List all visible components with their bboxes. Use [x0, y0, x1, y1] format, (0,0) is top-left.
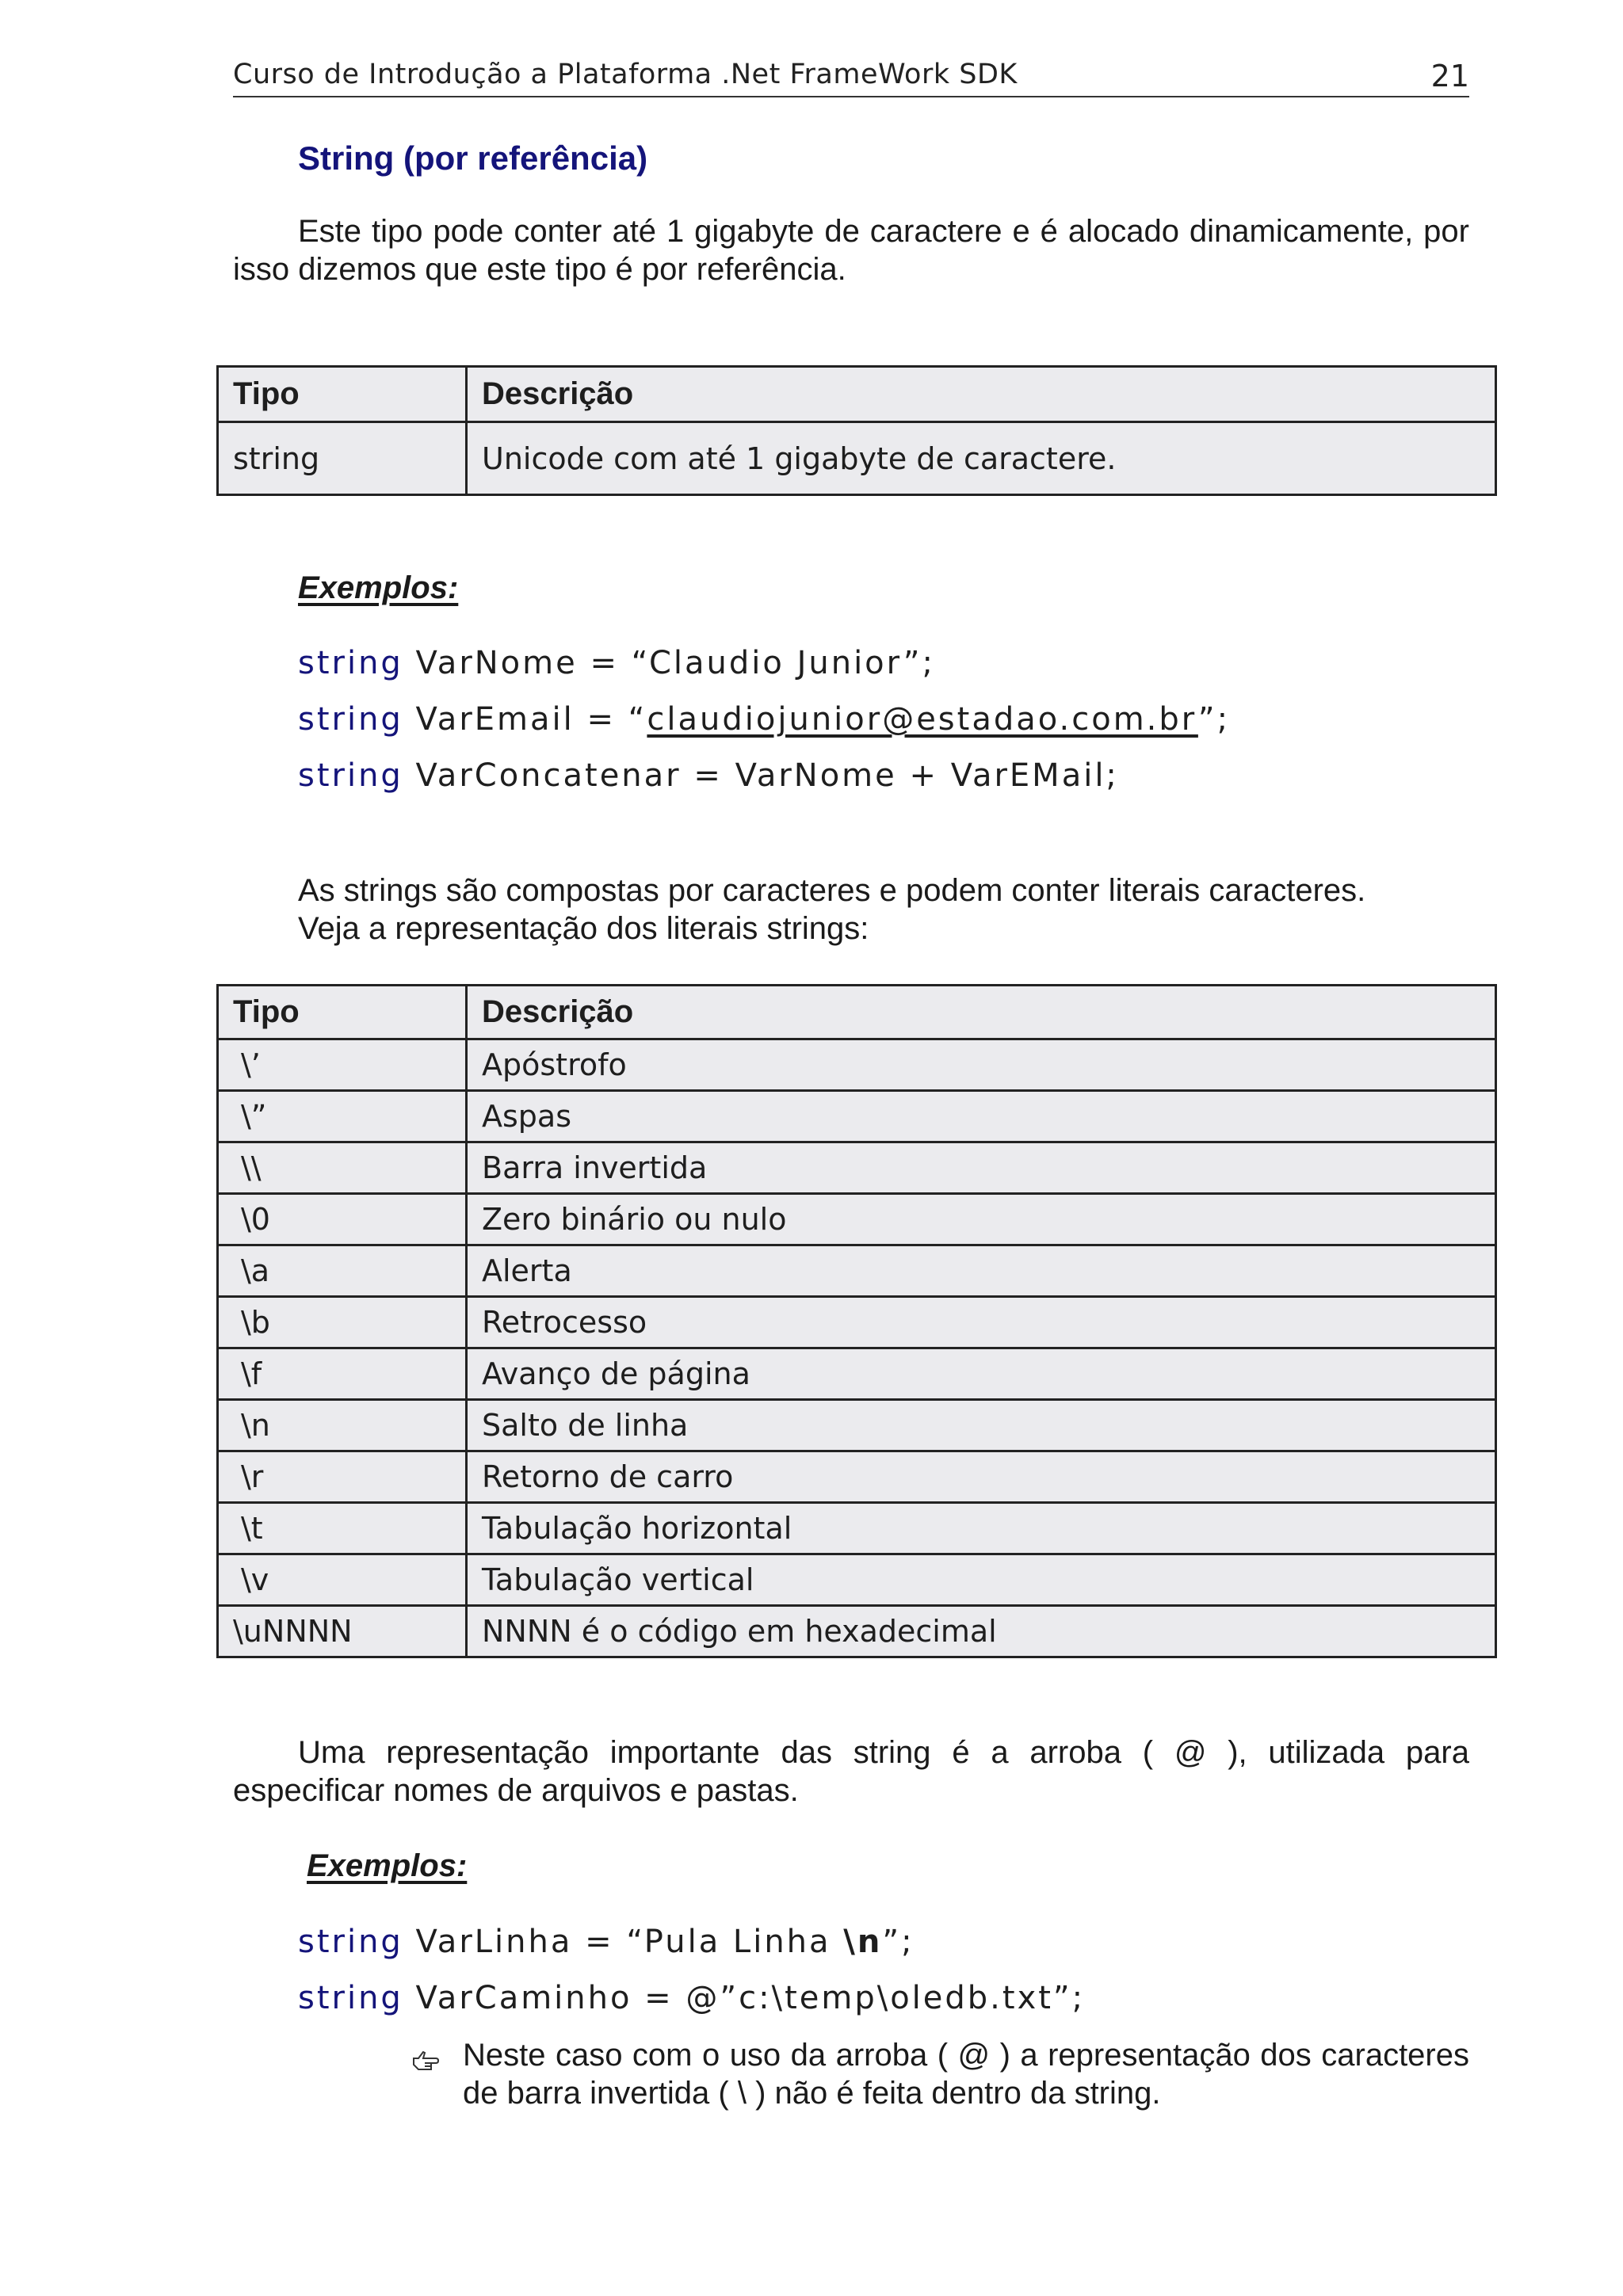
- cell-descricao: Retorno de carro: [467, 1451, 1496, 1503]
- table-row: [218, 1297, 1496, 1348]
- cell-descricao: Tabulação vertical: [467, 1554, 1496, 1606]
- table-row: [218, 422, 1496, 495]
- cell-tipo: \uNNNN: [218, 1606, 467, 1657]
- running-header-title: Curso de Introdução a Plataforma .Net FrameWork SDK: [233, 59, 1018, 90]
- code-text: VarConcatenar = VarNome + VarEMail;: [403, 757, 1119, 794]
- table-row: [218, 1554, 1496, 1606]
- code-line: [298, 757, 1119, 794]
- cell-tipo: \f: [218, 1348, 467, 1400]
- pointing-hand-icon: [412, 2046, 439, 2081]
- cell-tipo: \0: [218, 1194, 467, 1245]
- table-row: [218, 1091, 1496, 1142]
- table-row: [218, 1348, 1496, 1400]
- cell-tipo: string: [218, 422, 467, 495]
- section-heading: String (por referência): [298, 139, 648, 177]
- table-row: [218, 1194, 1496, 1245]
- column-header-tipo: Tipo: [218, 986, 467, 1039]
- code-text: VarCaminho = @”c:\temp\oledb.txt”;: [403, 1980, 1086, 2016]
- code-escape-bold: \n: [843, 1924, 883, 1960]
- code-text: VarEmail = “: [403, 701, 647, 738]
- examples-label: Exemplos:: [307, 1848, 468, 1883]
- arroba-paragraph: [233, 1733, 1469, 1810]
- code-line: [298, 1924, 915, 1960]
- note-text: Neste caso com o uso da arroba ( @ ) a representação dos caracteres de barra invertida ( \ ) não é feita dentro da string.: [463, 2038, 1469, 2111]
- code-text: ”;: [882, 1924, 915, 1960]
- literals-intro-line: As strings são compostas por caracteres e podem conter literais caracteres.: [298, 873, 1366, 908]
- code-text: ”;: [1197, 701, 1231, 738]
- keyword: string: [298, 645, 403, 681]
- column-header-tipo: Tipo: [218, 367, 467, 422]
- column-header-descricao: Descrição: [467, 986, 1496, 1039]
- code-line: [298, 645, 935, 681]
- table-row: [218, 1451, 1496, 1503]
- cell-descricao: Aspas: [467, 1091, 1496, 1142]
- cell-tipo: \’: [218, 1039, 467, 1091]
- intro-paragraph: [233, 212, 1469, 288]
- cell-tipo: \b: [218, 1297, 467, 1348]
- arroba-text: Uma representação importante das string é a arroba ( @ ), utilizada para especificar nomes de arquivos e pastas.: [233, 1735, 1469, 1808]
- examples-label: Exemplos:: [298, 570, 459, 605]
- cell-tipo: \”: [218, 1091, 467, 1142]
- cell-descricao: NNNN é o código em hexadecimal: [467, 1606, 1496, 1657]
- cell-tipo: \t: [218, 1503, 467, 1554]
- email-link[interactable]: claudiojunior@estadao.com.br: [647, 701, 1198, 738]
- literals-table: [216, 984, 1497, 1658]
- table-header-row: [218, 986, 1496, 1039]
- intro-text: Este tipo pode conter até 1 gigabyte de caractere e é alocado dinamicamente, por isso dizemos que este tipo é por referência.: [233, 214, 1469, 287]
- cell-descricao: Apóstrofo: [467, 1039, 1496, 1091]
- cell-descricao: Retrocesso: [467, 1297, 1496, 1348]
- cell-tipo: \r: [218, 1451, 467, 1503]
- column-header-descricao: Descrição: [467, 367, 1496, 422]
- keyword: string: [298, 701, 403, 738]
- page-number: 21: [1430, 59, 1469, 93]
- keyword: string: [298, 1980, 403, 2016]
- cell-descricao: Barra invertida: [467, 1142, 1496, 1194]
- code-line: [298, 701, 1230, 738]
- keyword: string: [298, 1924, 403, 1960]
- keyword: string: [298, 757, 403, 794]
- type-table: [216, 365, 1497, 496]
- table-row: [218, 1503, 1496, 1554]
- cell-descricao: Unicode com até 1 gigabyte de caractere.: [467, 422, 1496, 495]
- code-text: VarLinha = “Pula Linha: [403, 1924, 844, 1960]
- literals-intro: [298, 871, 1471, 948]
- table-row: [218, 1142, 1496, 1194]
- cell-descricao: Avanço de página: [467, 1348, 1496, 1400]
- cell-descricao: Salto de linha: [467, 1400, 1496, 1451]
- cell-descricao: Alerta: [467, 1245, 1496, 1297]
- cell-tipo: \\: [218, 1142, 467, 1194]
- table-row: [218, 1606, 1496, 1657]
- table-header-row: [218, 367, 1496, 422]
- header-rule: [233, 96, 1469, 97]
- table-row: [218, 1245, 1496, 1297]
- table-row: [218, 1039, 1496, 1091]
- cell-tipo: \a: [218, 1245, 467, 1297]
- table-row: [218, 1400, 1496, 1451]
- cell-tipo: \v: [218, 1554, 467, 1606]
- code-line: [298, 1980, 1085, 2016]
- cell-descricao: Zero binário ou nulo: [467, 1194, 1496, 1245]
- cell-descricao: Tabulação horizontal: [467, 1503, 1496, 1554]
- code-text: VarNome = “Claudio Junior”;: [403, 645, 935, 681]
- literals-intro-line: Veja a representação dos literais strings:: [298, 911, 869, 946]
- cell-tipo: \n: [218, 1400, 467, 1451]
